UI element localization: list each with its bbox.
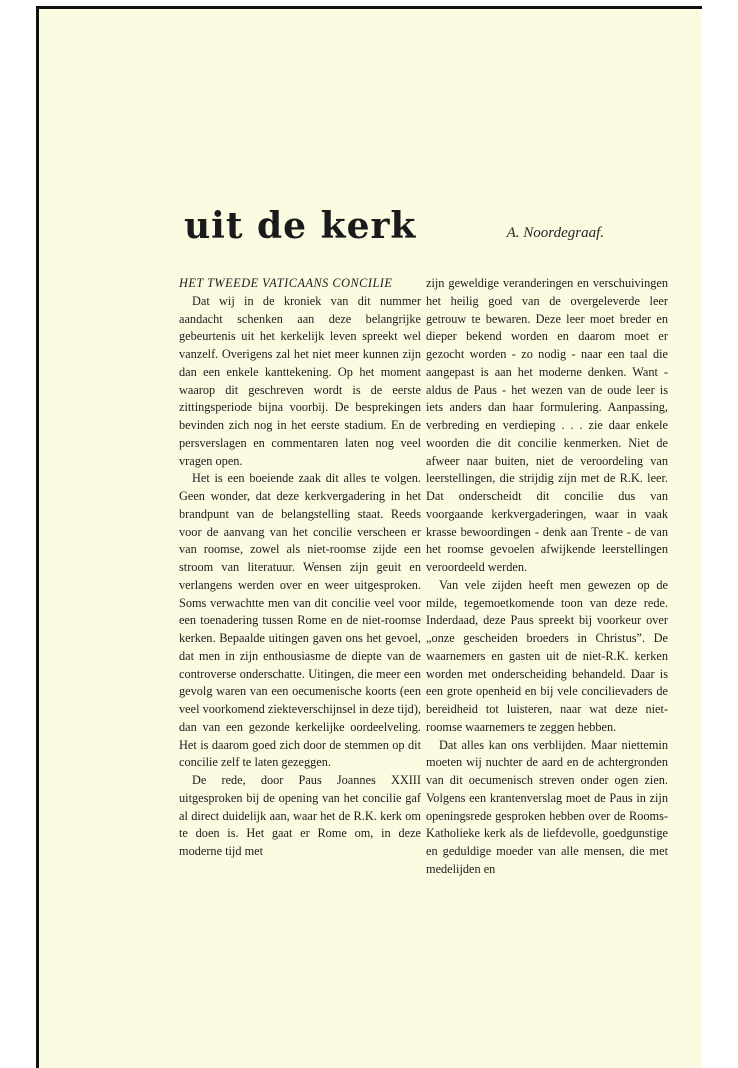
author-name: A. Noordegraaf. (506, 225, 604, 241)
right-column (426, 275, 668, 879)
page (36, 6, 702, 1068)
paragraph: De rede, door Paus Joannes XXIII uitgesproken bij de opening van het concilie gaf al direct duidelijk aan, waar het de R.K. kerk om te doen is. Het gaat er Rome om, in deze moderne tijd met (179, 773, 421, 858)
paragraph: Van vele zijden heeft men gewezen op de milde, tegemoetkomende toon van deze rede. Inderdaad, deze Paus spreekt bij voorkeur over „onze gescheiden broeders in Christus”. De waarnemers en gasten uit de niet-R.K. kerken worden met onderscheiding behandeld. Daar is een grote openheid en bij vele concilievaders de bereidheid tot luisteren, naar wat deze niet-roomse waarnemers te zeggen hebben. (426, 577, 668, 734)
paragraph: Dat alles kan ons verblijden. Maar niettemin moeten wij nuchter de aard en de achtergronden van dit oecumenisch streven onder ogen zien. Volgens een krantenverslag moet de Paus in zijn openingsrede gesproken hebben over de Rooms-Katholieke kerk als de liefdevolle, goedgunstige en geduldige moeder van alle mensen, die met medelijden en (426, 737, 668, 876)
paragraph: Dat wij in de kroniek van dit nummer aandacht schenken aan deze belangrijke gebeurtenis uit het kerkelijk leven spreekt wel vanzelf. Overigens zal het niet meer kunnen zijn dan een enkele kanttekening. Op het moment waarop dit geschreven wordt is de eerste zittingsperiode bijna voorbij. De besprekingen bevinden zich nog in het eerste stadium. En de persverslagen en commentaren laten nog veel vragen open. (179, 293, 421, 468)
section-title: HET TWEEDE VATICAANS CONCILIE (179, 276, 393, 290)
paragraph: zijn geweldige veranderingen en verschuivingen het heilig goed van de overgeleverde leer getrouw te bewaren. Deze leer moet breder en dieper bekend worden en daarom moet er gezocht worden - zo nodig - naar een taal die aangepast is aan het moderne denken. Want - aldus de Paus - het wezen van de oude leer is iets anders dan haar formulering. Aanpassing, verbreding en verdieping . . . zie daar enkele woorden die dit concilie kenmerken. Niet de afweer naar buiten, niet de veroordeling van leerstellingen, die strijdig zijn met de R.K. leer. Dat onderscheidt dit concilie dus van voorgaande kerkvergaderingen, waar in vaak krasse bewoordingen - denk aan Trente - de van het roomse gevoelen afwijkende leerstellingen veroordeeld werden. (426, 276, 668, 574)
column-heading: uit de kerk (184, 205, 417, 247)
paragraph: Het is een boeiende zaak dit alles te volgen. Geen wonder, dat deze kerkvergadering in het brandpunt van de belangstelling staat. Reeds voor de aanvang van het concilie verscheen er van roomse, zowel als niet-roomse zijde een stroom van literatuur. Wensen zijn geuit en verlangens werden over en weer uitgesproken. Soms verwachtte men van dit concilie veel voor een toenadering tussen Rome en de niet-roomse kerken. Bepaalde uitingen gaven ons het gevoel, dat men in zijn enthousiasme de diepte van de controverse onderschatte. Uitingen, die meer een gevolg waren van een oecumenische koorts (een veel voorkomend ziekteverschijnsel in deze tijd), dan van een gezonde kerkelijke oordeelveling. Het is daarom goed zich door de stemmen op dit concilie zelf te laten gezeggen. (179, 471, 421, 770)
left-column (179, 275, 421, 861)
